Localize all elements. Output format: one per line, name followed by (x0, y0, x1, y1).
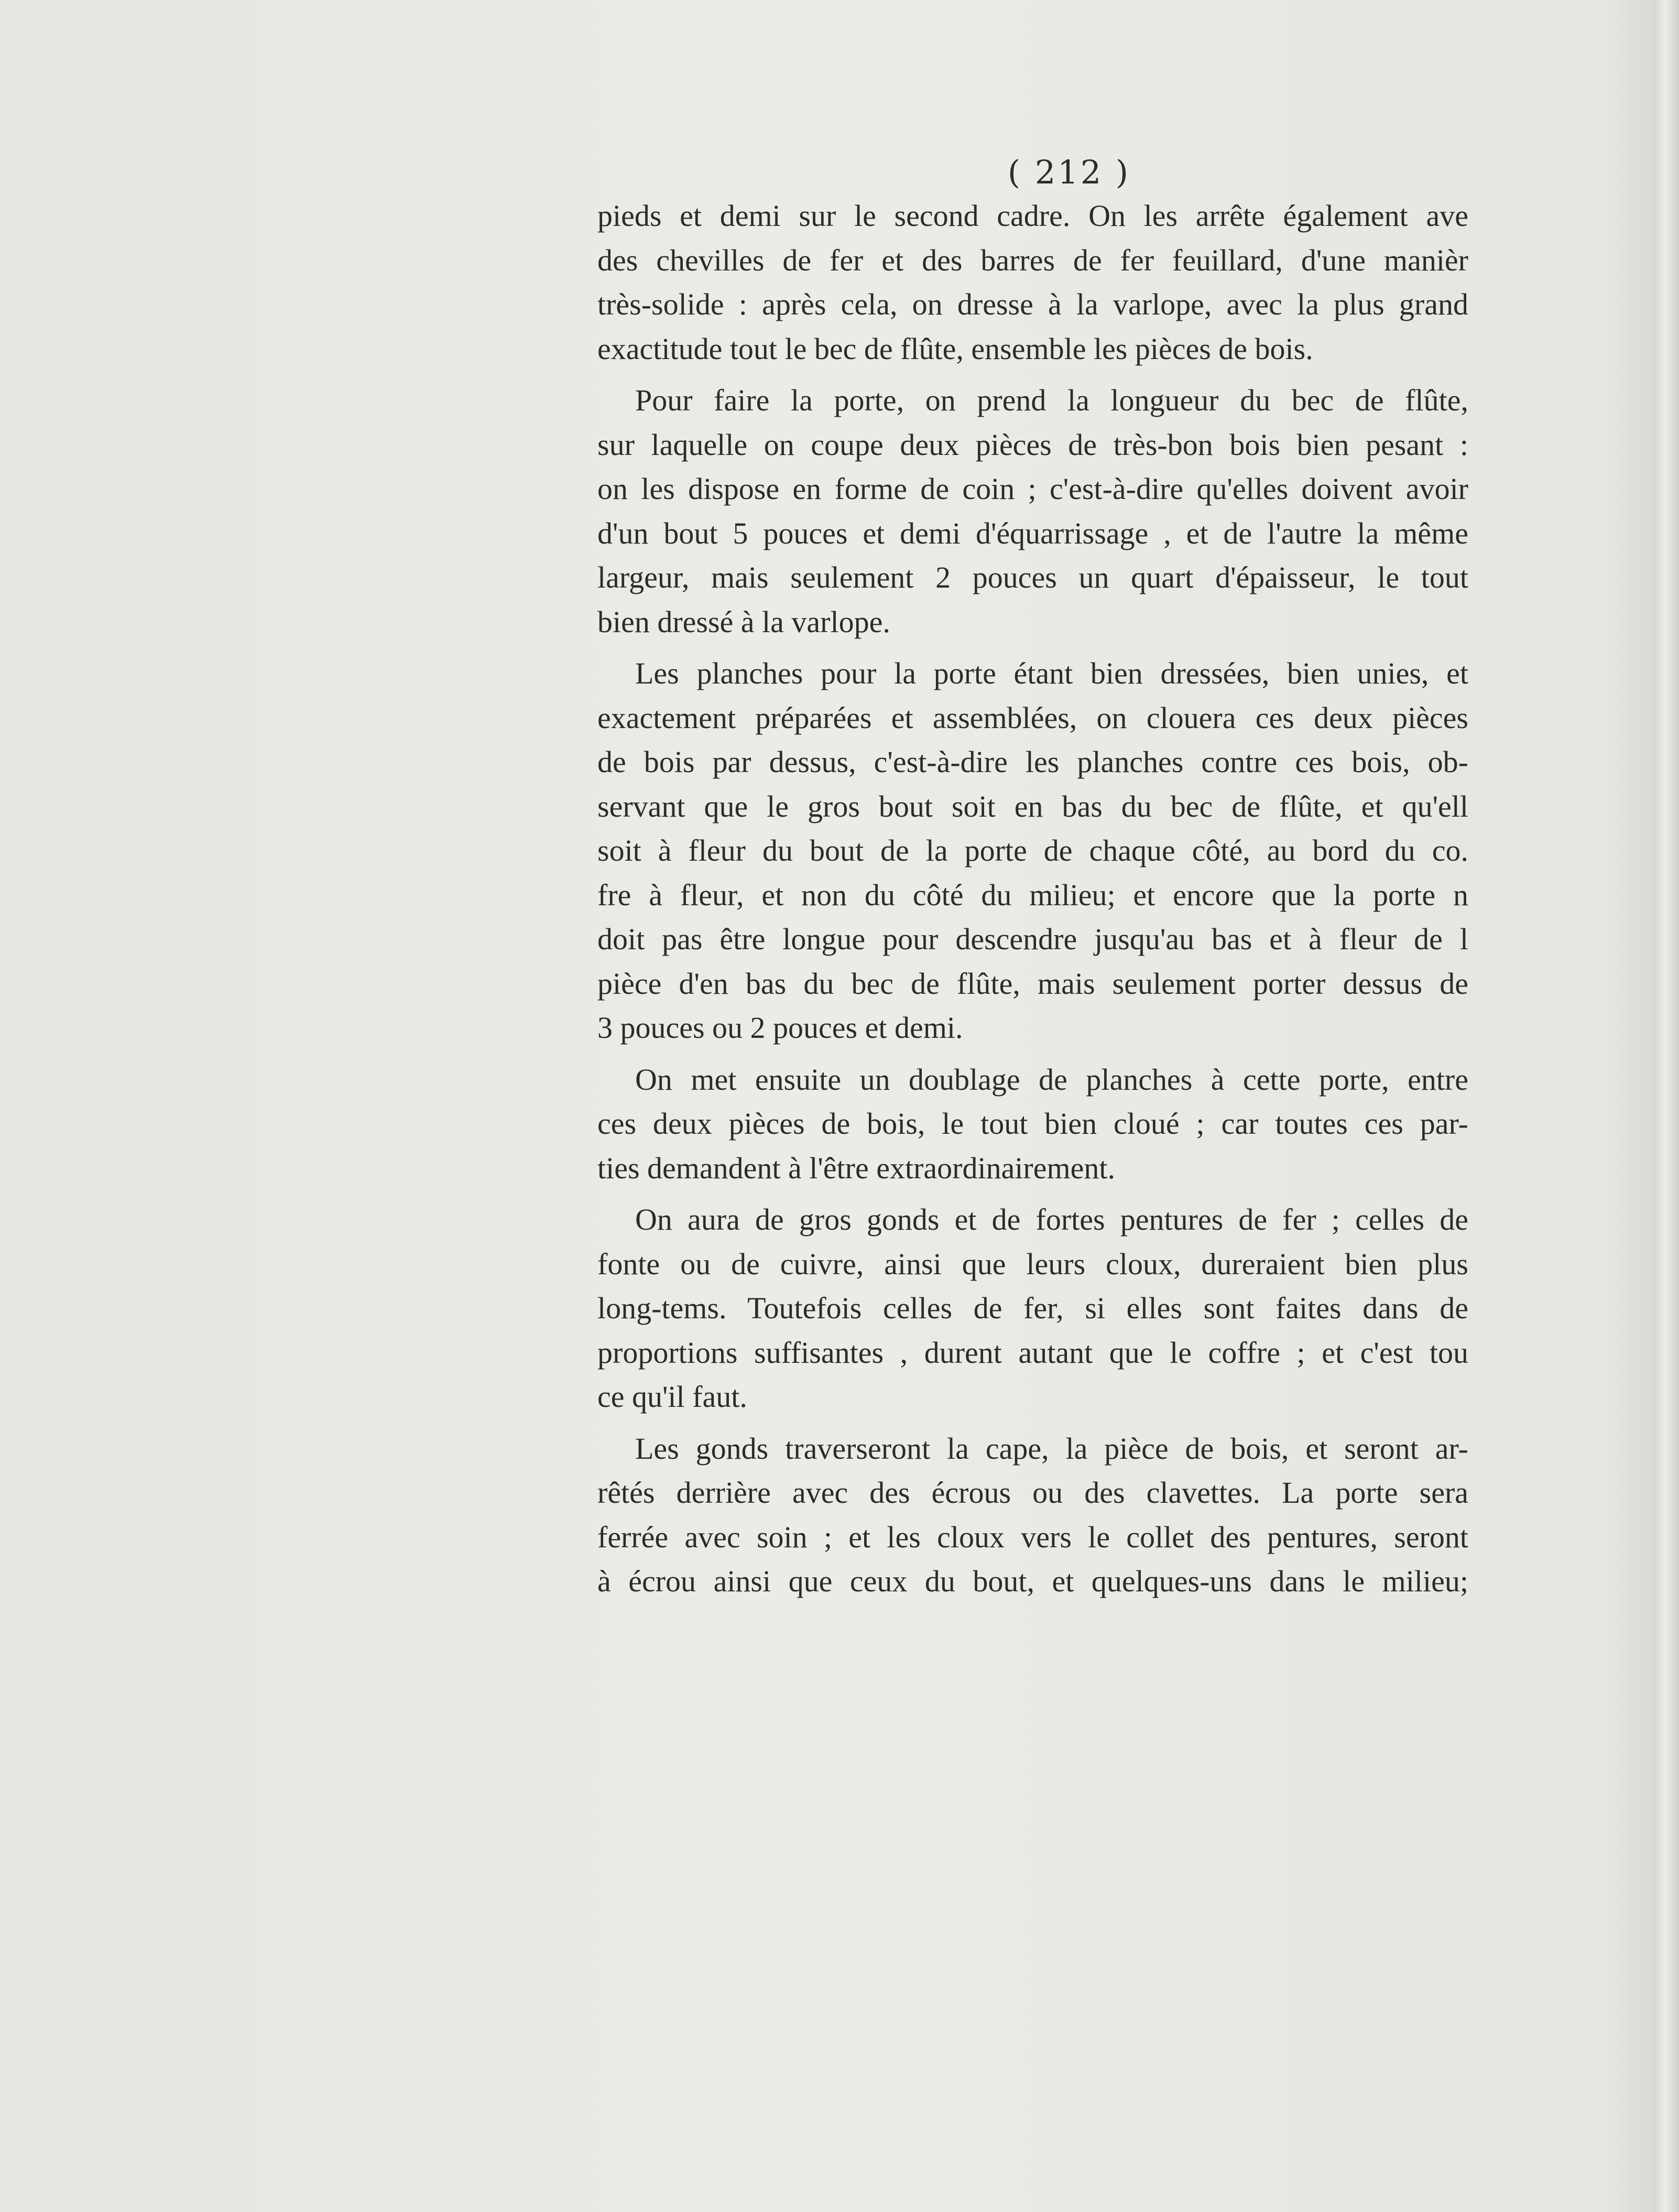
text-line: exactement préparées et assemblées, on clouera ces deux pièces (597, 700, 1468, 735)
text-line: long-tems. Toutefois celles de fer, si elles sont faites dans de (597, 1291, 1468, 1325)
text-line: bien dressé à la varlope. (597, 604, 890, 639)
text-line: exactitude tout le bec de flûte, ensemble les pièces de bois. (597, 331, 1313, 366)
text-line: d'un bout 5 pouces et demi d'équarrissage , et de l'autre la même (597, 516, 1468, 550)
text-line: très-solide : après cela, on dresse à la varlope, avec la plus grand (597, 287, 1468, 321)
text-line: Les planches pour la porte étant bien dressées, bien unies, et (635, 656, 1468, 690)
text-line: rêtés derrière avec des écrous ou des clavettes. La porte sera (597, 1476, 1468, 1510)
text-line: soit à fleur du bout de la porte de chaque côté, au bord du co. (597, 833, 1468, 868)
page-edge (1654, 0, 1679, 2212)
text-line: fonte ou de cuivre, ainsi que leurs cloux, dureraient bien plus (597, 1246, 1468, 1281)
paragraph-3 (597, 652, 1468, 1050)
text-line: On met ensuite un doublage de planches à cette porte, entre (635, 1062, 1468, 1097)
text-line: ce qu'il faut. (597, 1380, 747, 1414)
body-text (597, 194, 1468, 1611)
text-line: Les gonds traverseront la cape, la pièce de bois, et seront ar- (635, 1431, 1468, 1466)
text-line: doit pas être longue pour descendre jusqu'au bas et à fleur de l (597, 922, 1468, 956)
text-line: de bois par dessus, c'est-à-dire les planches contre ces bois, ob- (597, 745, 1468, 779)
paragraph-4 (597, 1058, 1468, 1191)
paragraph-5 (597, 1198, 1468, 1419)
text-line: fre à fleur, et non du côté du milieu; et encore que la porte n (597, 877, 1468, 912)
text-line: Pour faire la porte, on prend la longueur du bec de flûte, (635, 383, 1468, 417)
text-line: largeur, mais seulement 2 pouces un quart d'épaisseur, le tout (597, 560, 1468, 594)
paragraph-6 (597, 1427, 1468, 1604)
text-line: sur laquelle on coupe deux pièces de très-bon bois bien pesant : (597, 427, 1468, 462)
text-line: ces deux pièces de bois, le tout bien cloué ; car toutes ces par- (597, 1107, 1468, 1141)
page-number: ( 212 ) (1007, 153, 1131, 191)
text-line: on les dispose en forme de coin ; c'est-à-dire qu'elles doivent avoir (597, 472, 1468, 506)
text-line: pièce d'en bas du bec de flûte, mais seulement porter dessus de (597, 966, 1468, 1001)
text-line: On aura de gros gonds et de fortes pentures de fer ; celles de (635, 1202, 1468, 1237)
text-line: proportions suffisantes , durent autant que le coffre ; et c'est tou (597, 1335, 1468, 1370)
text-line: pieds et demi sur le second cadre. On les arrête également ave (597, 199, 1468, 233)
text-line: 3 pouces ou 2 pouces et demi. (597, 1011, 963, 1045)
text-line: des chevilles de fer et des barres de fer feuillard, d'une manièr (597, 243, 1468, 277)
text-line: servant que le gros bout soit en bas du bec de flûte, et qu'ell (597, 789, 1468, 823)
paragraph-1 (597, 194, 1468, 371)
text-line: ferrée avec soin ; et les cloux vers le collet des pentures, seront (597, 1520, 1468, 1554)
paragraph-2 (597, 378, 1468, 644)
text-line: ties demandent à l'être extraordinairement. (597, 1151, 1115, 1185)
text-line: à écrou ainsi que ceux du bout, et quelques-uns dans le milieu; (597, 1564, 1468, 1598)
